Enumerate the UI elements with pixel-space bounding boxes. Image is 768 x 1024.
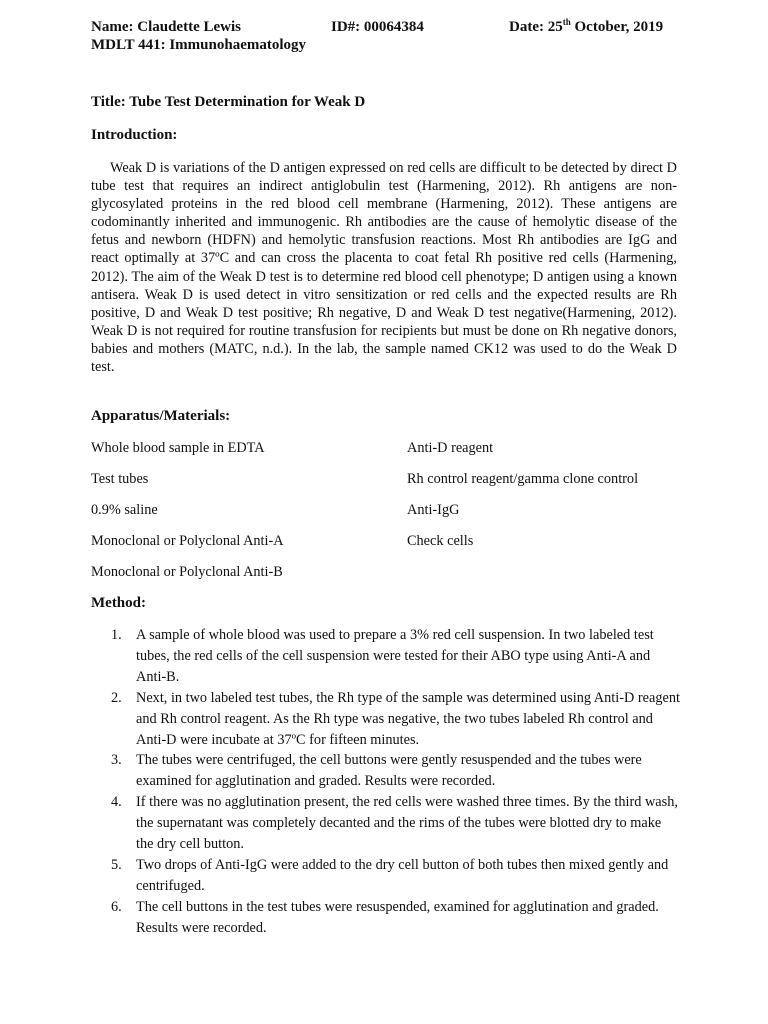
method-steps [91,625,691,939]
materials-heading: Apparatus/Materials: [91,408,231,424]
material-item: Check cells [407,533,474,549]
material-item: Test tubes [91,471,149,487]
document-title: Title: Tube Test Determination for Weak D [91,94,366,110]
method-step: 3. The tubes were centrifuged, the cell buttons were gently resuspended and the tubes were examined for agglutination and graded. Results were recorded. [111,752,642,790]
material-item: 0.9% saline [91,502,158,518]
report-date: Date: 25th October, 2019 [509,17,664,35]
material-item: Monoclonal or Polyclonal Anti-B [91,564,283,580]
method-step: 5. Two drops of Anti-IgG were added to the dry cell button of both tubes then mixed gently and centrifuged. [111,856,669,894]
introduction-paragraph: Weak D is variations of the D antigen expressed on red cells are difficult to be detected by direct D tube test that requires an indirect antiglobulin test (Harmening, 2012). Rh antigens are non-glycosylated proteins in the red blood cell membrane (Harmening, 2012). These antigens are codominantly inherited and immunogenic. Rh antibodies are the cause of hemolytic disease of the fetus and newborn (HDFN) and hemolytic transfusion reactions. Most Rh antibodies are IgG and react optimally at 37ºC and can cross the placenta to coat fetal Rh positive red cells (Harmening, 2012). The aim of the Weak D test is to determine red blood cell phenotype; D antigen using a known antisera. Weak D is used detect in vitro sensitization or red cells and the expected results are Rh positive, D and Weak D test positive; Rh negative, D and Weak D test negative(Harmening, 2012). Weak D is not required for routine transfusion for recipients but must be done on Rh negative donors, babies and mothers (MATC, n.d.). In the lab, the sample named CK12 was used to do the Weak D test. [91,160,677,376]
student-id: ID#: 00064384 [331,19,424,35]
student-name: Name: Claudette Lewis [91,19,241,35]
introduction-heading: Introduction: [91,127,178,143]
material-item: Rh control reagent/gamma clone control [407,471,639,487]
material-item: Monoclonal or Polyclonal Anti-A [91,533,284,549]
method-step: 1. A sample of whole blood was used to prepare a 3% red cell suspension. In two labeled test tubes, the red cells of the cell suspension were tested for their ABO type using Anti-A and Anti-B. [111,627,654,685]
material-item: Whole blood sample in EDTA [91,440,265,456]
method-step: 4. If there was no agglutination present, the red cells were washed three times. By the third wash, the supernatant was completely decanted and the rims of the tubes were blotted dry to make the dry cell button. [111,794,678,853]
method-step: 2. Next, in two labeled test tubes, the Rh type of the sample was determined using Anti-D reagent and Rh control reagent. As the Rh type was negative, the two tubes labeled Rh control and Anti-D were incubate at 37ºC for fifteen minutes. [111,689,680,748]
method-step: 6. The cell buttons in the test tubes were resuspended, examined for agglutination and graded. Results were recorded. [111,898,659,936]
material-item: Anti-D reagent [407,440,494,456]
material-item: Anti-IgG [407,502,460,518]
course-title: MDLT 441: Immunohaematology [91,37,307,53]
method-heading: Method: [91,595,146,611]
